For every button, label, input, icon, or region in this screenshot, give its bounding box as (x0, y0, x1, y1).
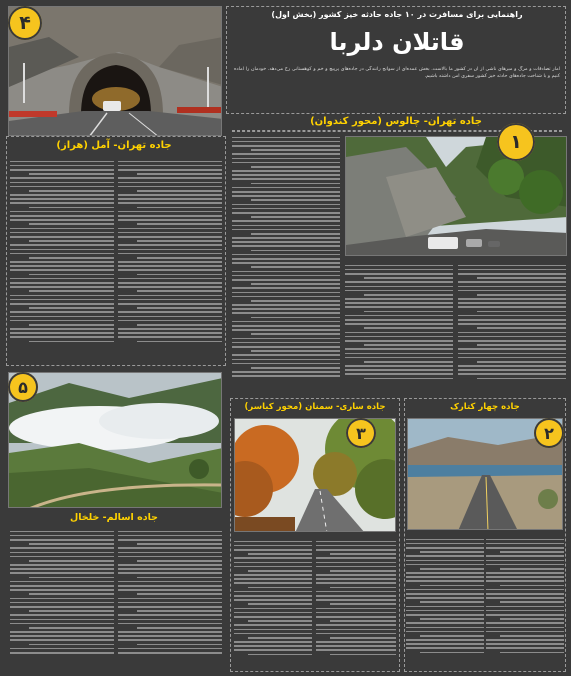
section-3-number-badge: ۳ (346, 418, 376, 448)
page-subtitle: راهنمایی برای مسافرت در ۱۰ جاده حادثه خیز کشور (بخش اول) (271, 10, 523, 19)
chalus-road-photo (345, 136, 567, 256)
section-1-text-column-b (345, 262, 453, 392)
section-5-text-column-a (118, 528, 222, 670)
section-5-title: جاده اسالم- خلخال (69, 512, 159, 523)
section-4-text-column-b (10, 158, 114, 362)
section-4-number-badge: ۴ (8, 6, 42, 40)
section-1-text-column-a (232, 134, 340, 392)
section-4-text-column-a (118, 158, 222, 362)
section-2-text-column-a (486, 536, 564, 668)
page-title: قاتلان دلربا (329, 28, 465, 56)
section-5-text-column-b (10, 528, 114, 670)
section-5-number-badge: ۵ (8, 372, 38, 402)
section-2-text-column-b (406, 536, 484, 668)
section-2-number-badge: ۲ (534, 418, 564, 448)
section-1-title: جاده تهران- چالوس (محور کندوان) (310, 116, 482, 127)
section-3-text-column-b (234, 538, 312, 668)
section-3-title: جاده ساری- سمنان (محور کیاسر) (244, 402, 386, 412)
section-3-text-column-a (316, 538, 396, 668)
section-1-text-column-c (458, 262, 566, 392)
intro-text: آمار تصادفات و مرگ و میرهای ناشی از آن در کشور ما بالاست. بخش عمده‌ای از سوانح رانندگی در جاده‌های پرپیچ و خم و کوهستانی رخ می‌دهد. خودمان را آماده کنیم و با شناخت جاده‌های حادثه خیز کشور سفری امن داشته باشیم. (234, 67, 560, 79)
section-4-title: جاده تهران- آمل (هراز) (56, 140, 172, 151)
asalem-fog-photo (8, 372, 222, 508)
section-2-title: جاده چهار کتارک (450, 402, 520, 412)
section-1-number-badge: ۱ (497, 123, 535, 161)
